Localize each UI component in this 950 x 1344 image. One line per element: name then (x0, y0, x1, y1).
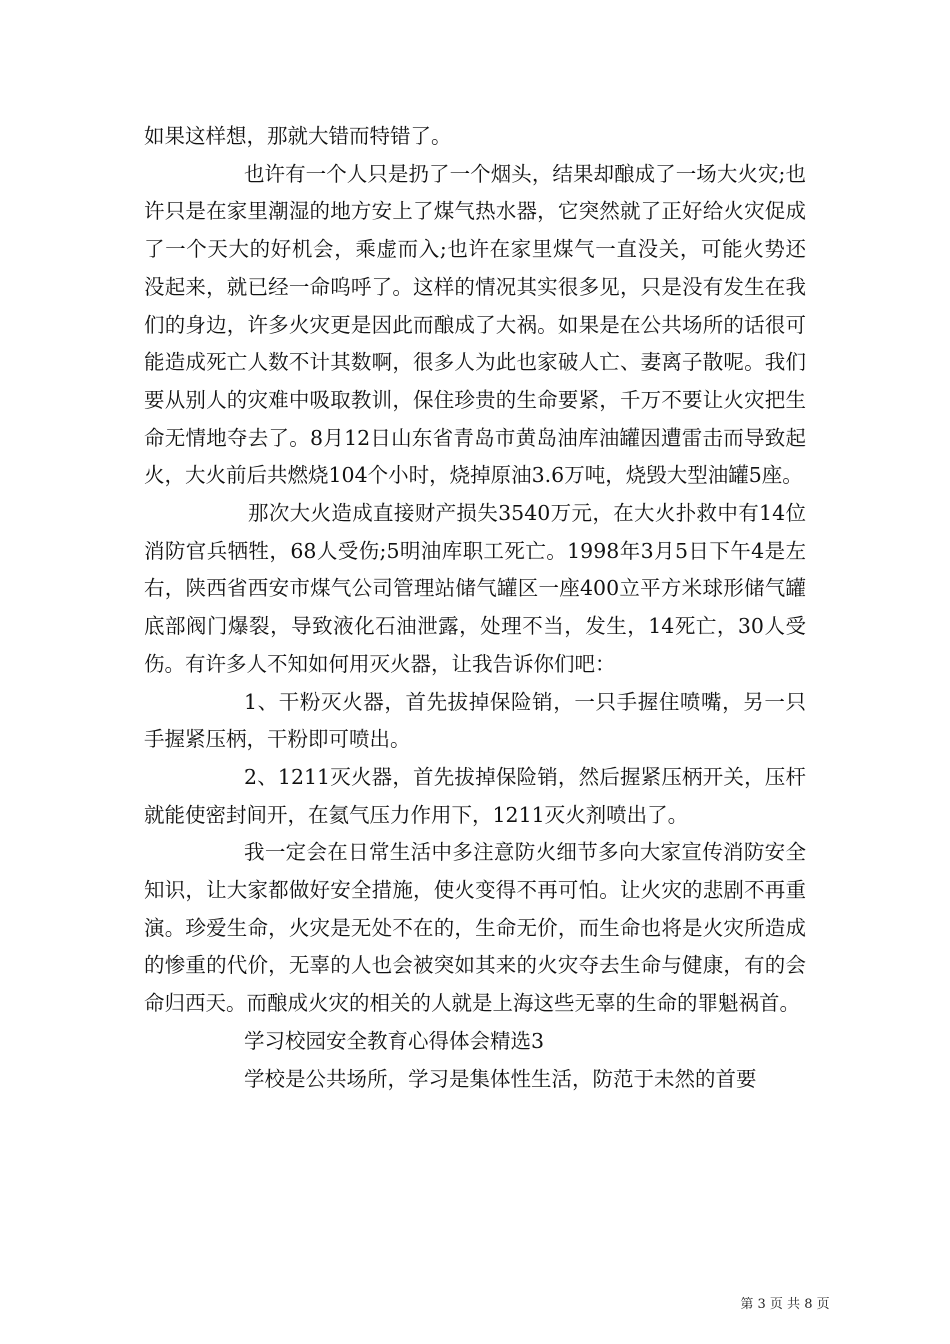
paragraph-school-safety: 学校是公共场所，学习是集体性生活，防范于未然的首要 (244, 1066, 757, 1091)
section-heading: 学习校园安全教育心得体会精选3 (244, 1028, 545, 1053)
paragraph-continuation: 如果这样想，那就大错而特错了。 (144, 124, 452, 148)
paragraph-conclusion: 我一定会在日常生活中多注意防火细节多向大家宣传消防安全知识，让大家都做好安全措施，使火变得不再可怕。让火灾的悲剧不再重演。珍爱生命，火灾是无处不在的，生命无价，而生命也将是火灾所造成的惨重的代价，无辜的人也会被突如其来的火灾夺去生命与健康，有的会命归西天。而酿成火灾的相关的人就是上海这些无辜的生命的罪魁祸首。 (144, 840, 806, 1016)
page-number-footer: 第 3 页 共 8 页 (740, 1297, 830, 1312)
document-body (144, 118, 806, 1098)
paragraph-extinguisher-powder: 1、干粉灭火器，首先拔掉保险销，一只手握住喷嘴，另一只手握紧压柄，干粉即可喷出。 (144, 689, 806, 752)
paragraph-fire-causes: 也许有一个人只是扔了一个烟头，结果却酿成了一场大火灾;也许只是在家里潮湿的地方安上了煤气热水器，它突然就了正好给火灾促成了一个天大的好机会，乘虚而入;也许在家里煤气一直没关，可能火势还没起来，就已经一命呜呼了。这样的情况其实很多见，只是没有发生在我们的身边，许多火灾更是因此而酿成了大祸。如果是在公共场所的话很可能造成死亡人数不计其数啊，很多人为此也家破人亡、妻离子散呢。我们要从别人的灾难中吸取教训，保住珍贵的生命要紧，千万不要让火灾把生命无情地夺去了。8月12日山东省青岛市黄岛油库油罐因遭雷击而导致起火，大火前后共燃烧104个小时，烧掉原油3.6万吨，烧毁大型油罐5座。 (144, 161, 806, 488)
paragraph-fire-losses: 那次大火造成直接财产损失3540万元，在大火扑救中有14位消防官兵牺牲，68人受伤;5明油库职工死亡。1998年3月5日下午4是左右，陕西省西安市煤气公司管理站储气罐区一座400立平方米球形储气罐底部阀门爆裂，导致液化石油泄露，处理不当，发生，14死亡，30人受伤。有许多人不知如何用灭火器，让我告诉你们吧： (144, 501, 806, 676)
paragraph-extinguisher-1211: 2、1211灭火器，首先拔掉保险销，然后握紧压柄开关，压杆就能使密封间开，在氦气压力作用下，1211灭火剂喷出了。 (144, 764, 806, 827)
